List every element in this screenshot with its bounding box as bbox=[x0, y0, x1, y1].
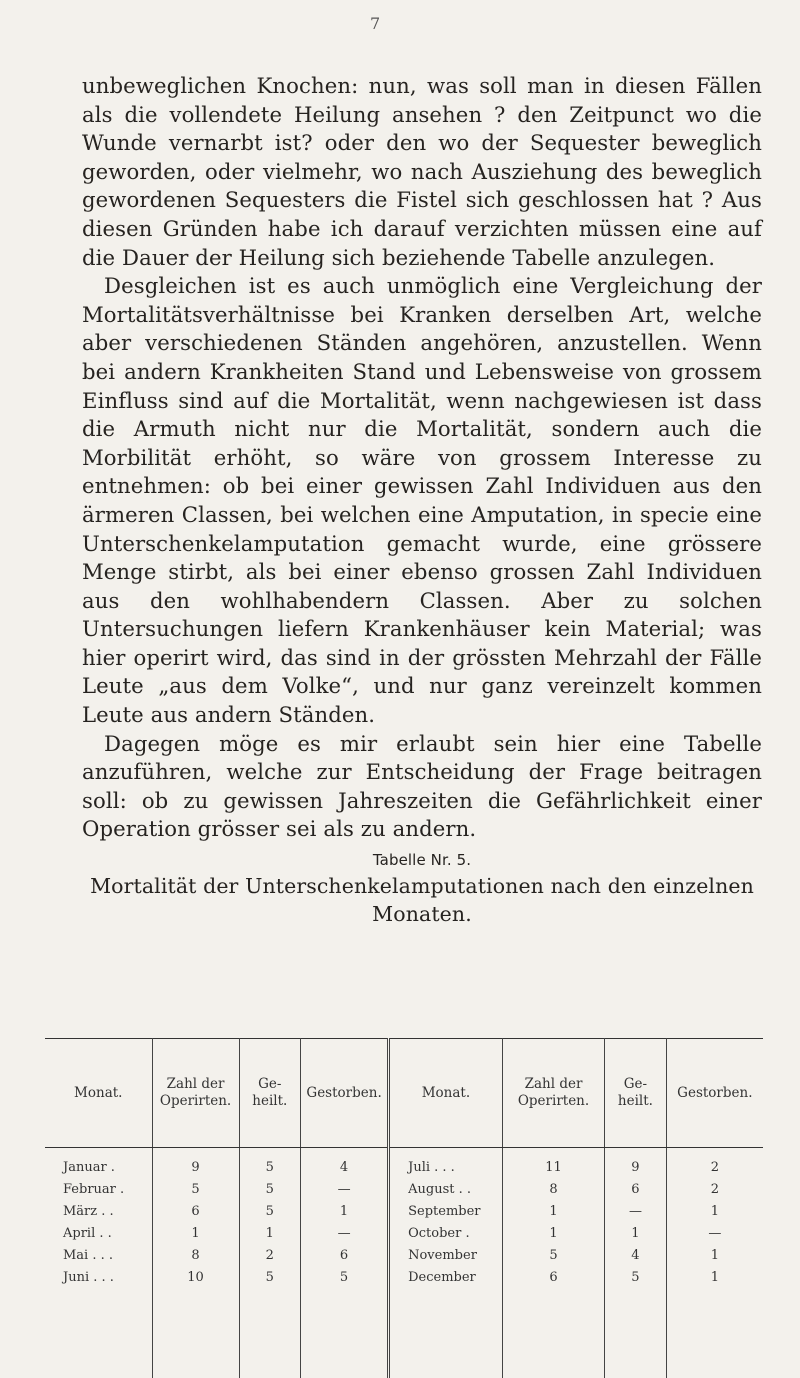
cell-geheilt: 2 bbox=[239, 1244, 300, 1266]
table-row bbox=[45, 1266, 763, 1288]
filler-cell bbox=[605, 1288, 666, 1378]
cell-geheilt: 1 bbox=[239, 1222, 300, 1244]
cell-operirt: 9 bbox=[152, 1148, 239, 1179]
header-gestorben-2: Gestorben. bbox=[666, 1039, 763, 1148]
table-filler-row bbox=[45, 1288, 763, 1378]
cell-operirt: 1 bbox=[152, 1222, 239, 1244]
cell-operirt: 11 bbox=[502, 1148, 604, 1179]
cell-gestorben: — bbox=[301, 1222, 389, 1244]
filler-cell bbox=[502, 1288, 604, 1378]
cell-operirt: 1 bbox=[502, 1222, 604, 1244]
cell-geheilt: 6 bbox=[605, 1178, 666, 1200]
cell-gestorben: — bbox=[666, 1222, 763, 1244]
table-row bbox=[45, 1200, 763, 1222]
header-geheilt-1: Ge- heilt. bbox=[239, 1039, 300, 1148]
cell-month: Januar . bbox=[63, 1159, 115, 1175]
paragraph-1: unbeweglichen Knochen: nun, was soll man in diesen Fällen als die vollendete Heilung ansehen ? den Zeitpunct wo die Wunde vernarbt ist? oder den wo der Sequester beweglich geworden, oder vielmehr, wo nach Ausziehung des beweglich gewordenen Sequesters die Fistel sich geschlossen hat ? Aus diesen Gründen habe ich darauf verzichten müssen eine auf die Dauer der Heilung sich beziehende Tabelle anzulegen. bbox=[82, 73, 762, 270]
cell-month: November bbox=[389, 1244, 503, 1266]
page-mark: 7 bbox=[370, 14, 381, 33]
cell-operirt: 5 bbox=[152, 1178, 239, 1200]
cell-geheilt: 9 bbox=[605, 1148, 666, 1179]
cell-geheilt: 1 bbox=[605, 1222, 666, 1244]
filler-cell bbox=[389, 1288, 503, 1378]
cell-gestorben: 1 bbox=[666, 1266, 763, 1288]
cell-month: December bbox=[389, 1266, 503, 1288]
cell-gestorben: 2 bbox=[666, 1178, 763, 1200]
cell-month: Februar . bbox=[63, 1181, 125, 1197]
cell-month: October . bbox=[389, 1222, 503, 1244]
cell-gestorben: 1 bbox=[666, 1200, 763, 1222]
cell-gestorben: 1 bbox=[301, 1200, 389, 1222]
filler-cell bbox=[301, 1288, 389, 1378]
cell-geheilt: 4 bbox=[605, 1244, 666, 1266]
cell-operirt: 1 bbox=[502, 1200, 604, 1222]
table-title: Mortalität der Unterschenkelamputationen nach den einzelnen Monaten. bbox=[90, 874, 754, 927]
cell-gestorben: — bbox=[301, 1178, 389, 1200]
cell-operirt: 6 bbox=[152, 1200, 239, 1222]
cell-geheilt: — bbox=[605, 1200, 666, 1222]
paragraph-2: Desgleichen ist es auch unmöglich eine Vergleichung der Mortalitätsverhältnisse bei Kranken derselben Art, welche aber verschiedenen Ständen angehören, anzustellen. Wenn bei andern Krankheiten Stand und Lebensweise von grossem Einfluss sind auf die Mortalität, wenn nachgewiesen ist dass die Armuth nicht nur die Mortalität, sondern auch die Morbilität erhöht, so wäre von grossem Interesse zu entnehmen: ob bei einer gewissen Zahl Individuen aus den ärmeren Classen, bei welchen eine Amputation, in specie eine Unterschenkelamputation gemacht wurde, eine grössere Menge stirbt, als bei einer ebenso grossen Zahl Individuen aus den wohlhabendern Classen. Aber zu solchen Untersuchungen liefern Krankenhäuser kein Material; was hier operirt wird, das sind in der grössten Mehrzahl der Fälle Leute „aus dem Volke“, und nur ganz vereinzelt kommen Leute aus andern Ständen. bbox=[82, 273, 762, 728]
cell-month: März . . bbox=[63, 1203, 114, 1219]
cell-operirt: 6 bbox=[502, 1266, 604, 1288]
filler-cell bbox=[666, 1288, 763, 1378]
header-monat-2: Monat. bbox=[389, 1039, 503, 1148]
table-row bbox=[45, 1148, 763, 1179]
header-monat-1: Monat. bbox=[45, 1039, 152, 1148]
cell-operirt: 8 bbox=[152, 1244, 239, 1266]
cell-operirt: 10 bbox=[152, 1266, 239, 1288]
cell-geheilt: 5 bbox=[239, 1266, 300, 1288]
body-text bbox=[82, 72, 762, 928]
table-header-row bbox=[45, 1039, 763, 1148]
cell-operirt: 8 bbox=[502, 1178, 604, 1200]
cell-month: September bbox=[389, 1200, 503, 1222]
mortality-table bbox=[45, 1038, 763, 1378]
cell-geheilt: 5 bbox=[239, 1200, 300, 1222]
filler-cell bbox=[45, 1288, 152, 1378]
header-gestorben-1: Gestorben. bbox=[301, 1039, 389, 1148]
cell-geheilt: 5 bbox=[605, 1266, 666, 1288]
cell-geheilt: 5 bbox=[239, 1178, 300, 1200]
header-zahl-1: Zahl der Operirten. bbox=[152, 1039, 239, 1148]
cell-month: August . . bbox=[389, 1178, 503, 1200]
filler-cell bbox=[152, 1288, 239, 1378]
cell-month: Juli . . . bbox=[389, 1148, 503, 1179]
cell-gestorben: 2 bbox=[666, 1148, 763, 1179]
cell-gestorben: 1 bbox=[666, 1244, 763, 1266]
header-zahl-2: Zahl der Operirten. bbox=[502, 1039, 604, 1148]
cell-gestorben: 5 bbox=[301, 1266, 389, 1288]
cell-gestorben: 4 bbox=[301, 1148, 389, 1179]
cell-geheilt: 5 bbox=[239, 1148, 300, 1179]
paragraph-3: Dagegen möge es mir erlaubt sein hier eine Tabelle anzuführen, welche zur Entscheidung der Frage beitragen soll: ob zu gewissen Jahreszeiten die Gefährlichkeit einer Operation grösser sei als zu andern. bbox=[82, 730, 762, 842]
table-row bbox=[45, 1178, 763, 1200]
table-caption: Tabelle Nr. 5. bbox=[372, 851, 472, 870]
table-row bbox=[45, 1244, 763, 1266]
header-geheilt-2: Ge- heilt. bbox=[605, 1039, 666, 1148]
filler-cell bbox=[239, 1288, 300, 1378]
table-row bbox=[45, 1222, 763, 1244]
cell-gestorben: 6 bbox=[301, 1244, 389, 1266]
cell-month: Mai . . . bbox=[63, 1247, 114, 1263]
cell-operirt: 5 bbox=[502, 1244, 604, 1266]
cell-month: April . . bbox=[63, 1225, 112, 1241]
cell-month: Juni . . . bbox=[63, 1269, 114, 1285]
